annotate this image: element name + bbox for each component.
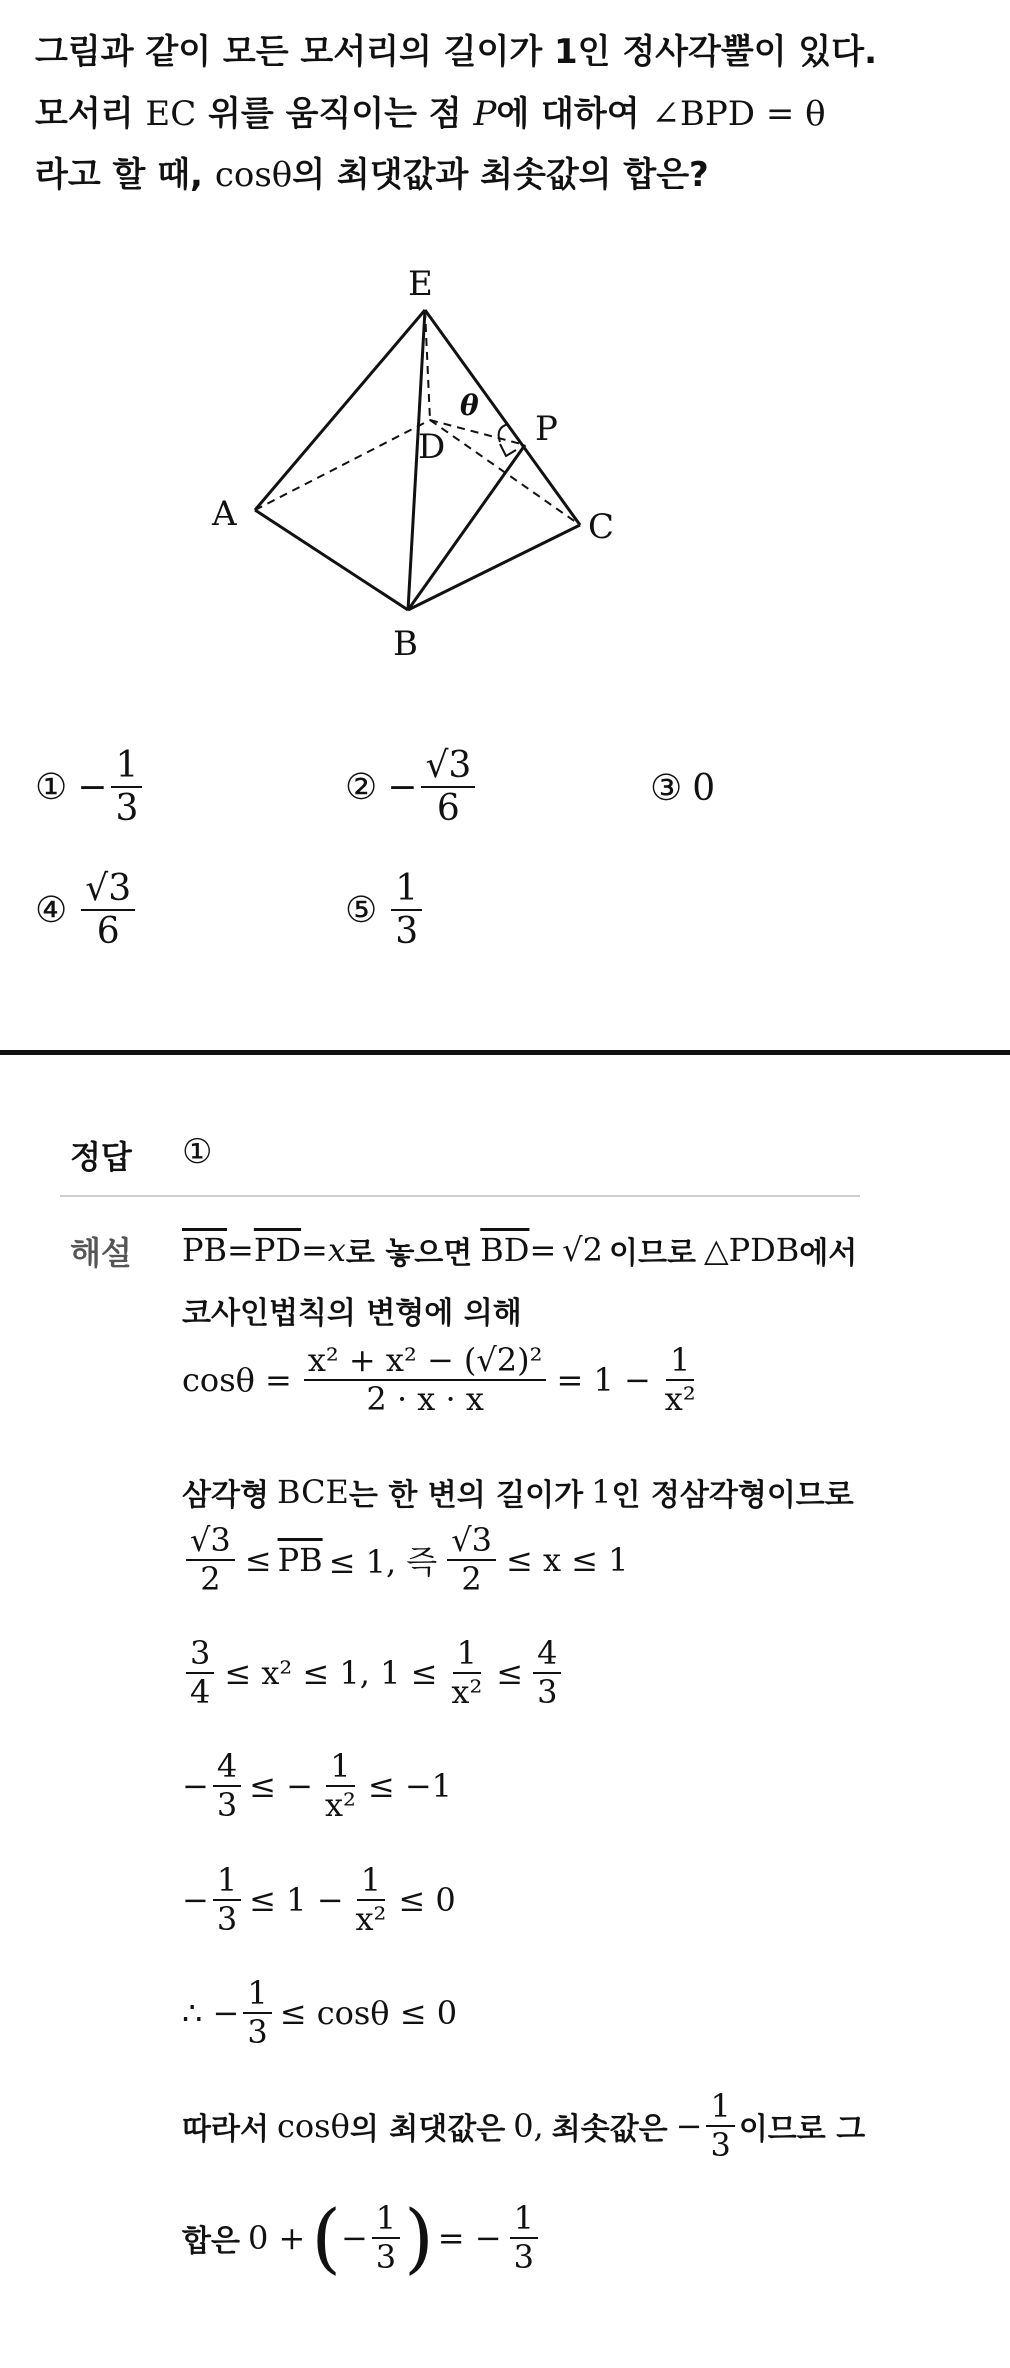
fraction-denominator: 2 — [461, 1559, 482, 1598]
math-expression: ≤ 1, 즉 — [328, 1542, 438, 1581]
math-value: 0, — [513, 2106, 544, 2145]
solution-text: 최솟값은 — [551, 2111, 668, 2147]
solution-line-1 — [182, 1228, 857, 1272]
segment-PD: $\overline{PD}$ — [253, 1231, 302, 1269]
choice-2[interactable] — [345, 745, 479, 830]
solution-text: 의 최댓값은 — [349, 2111, 506, 2147]
math-expression: ≤ − — [249, 1766, 313, 1805]
fraction — [447, 1635, 486, 1711]
edge-BC — [408, 525, 580, 610]
fraction-numerator: 1 — [243, 1975, 271, 2014]
choice-mark: ③ — [650, 768, 683, 809]
math-operator: − — [675, 2106, 703, 2145]
math-operator: = — [227, 1231, 254, 1269]
vertex-label-A: A — [212, 494, 237, 534]
math-operator: − — [182, 1766, 209, 1805]
fraction-denominator: x² — [664, 1379, 696, 1418]
choice-fraction — [391, 868, 422, 953]
fraction — [186, 1635, 214, 1711]
fraction — [372, 2200, 400, 2276]
choice-sign: − — [387, 766, 418, 808]
fraction-numerator: 1 — [391, 868, 422, 911]
choice-fraction — [421, 745, 475, 830]
math-expression: ≤ x² ≤ 1, 1 ≤ — [224, 1653, 438, 1692]
fraction-numerator: √3 — [447, 1522, 496, 1561]
choice-fraction — [111, 745, 142, 830]
question-text: 위를 움직이는 점 — [196, 94, 474, 134]
solution-line-6 — [182, 1635, 565, 1711]
vertex-label-D: D — [418, 427, 446, 467]
fraction-denominator: 3 — [216, 1785, 238, 1824]
segment-BP — [408, 445, 525, 610]
choice-1[interactable] — [35, 745, 146, 830]
vertex-label-B: B — [393, 624, 418, 664]
fraction-denominator: 2 · x · x — [366, 1379, 484, 1418]
math-expression: cosθ = — [182, 1360, 292, 1399]
fraction-numerator: 1 — [326, 1748, 354, 1787]
edge-AD — [255, 420, 430, 510]
solution-label: 해설 — [70, 1234, 132, 1272]
fraction — [304, 1342, 547, 1418]
question-line-1: 그림과 같이 모든 모서리의 길이가 1인 정사각뿔이 있다. — [35, 32, 877, 72]
choice-value: 0 — [692, 768, 716, 809]
fraction — [321, 1748, 360, 1824]
fraction — [661, 1342, 700, 1418]
angle-label-theta: θ — [460, 389, 479, 422]
fraction-denominator: 4 — [190, 1672, 211, 1711]
fraction-denominator: 3 — [513, 2238, 534, 2276]
question-text: 에 대하여 — [496, 94, 652, 134]
fraction-denominator: 3 — [115, 788, 139, 830]
cos-expression: cosθ — [276, 2106, 350, 2145]
fraction-denominator: 3 — [216, 1899, 238, 1938]
question-line-2 — [35, 94, 826, 134]
fraction-numerator: 1 — [510, 2200, 538, 2239]
vertex-label-C: C — [588, 507, 615, 547]
solution-text: 따라서 — [182, 2111, 269, 2147]
solution-line-10 — [182, 2088, 865, 2164]
angle-expression: ∠BPD = θ — [651, 94, 826, 134]
fraction — [533, 1635, 561, 1711]
math-expression: = 1 − — [556, 1360, 651, 1399]
fraction-denominator: 6 — [436, 788, 460, 830]
answer-value: ① — [182, 1132, 213, 1172]
fraction-numerator: 1 — [372, 2200, 400, 2239]
fraction — [213, 1862, 241, 1938]
vertex-label-E: E — [408, 264, 433, 304]
fraction — [706, 2088, 734, 2164]
choice-mark: ④ — [35, 889, 68, 931]
solution-text: 코사인법칙의 변형에 의해 — [182, 1296, 522, 1331]
choice-fraction — [81, 868, 135, 953]
solution-text: 이므로 그 — [738, 2111, 866, 2147]
fraction-numerator: 1 — [453, 1635, 481, 1674]
fraction-denominator: 3 — [395, 911, 419, 953]
fraction-denominator: x² — [324, 1785, 356, 1824]
point-label-P: P — [535, 409, 558, 449]
solution-line-4 — [182, 1470, 854, 1514]
choice-3[interactable] — [650, 768, 715, 809]
variable-x: x — [327, 1231, 346, 1269]
math-operator: − — [182, 1880, 209, 1919]
question-text: 의 최댓값과 최솟값의 합은? — [292, 155, 709, 195]
math-expression: ≤ x ≤ 1 — [505, 1540, 629, 1579]
math-operator: = — [301, 1231, 328, 1269]
fraction-numerator: 1 — [706, 2088, 734, 2127]
solution-line-8 — [182, 1862, 456, 1938]
question-text: 라고 할 때, — [35, 155, 215, 195]
math-operator: = — [529, 1231, 557, 1269]
fraction — [186, 1522, 235, 1598]
fraction-numerator: 4 — [213, 1748, 241, 1787]
solution-text: 로 놓으면 — [345, 1236, 473, 1271]
pyramid-figure — [0, 250, 1010, 690]
fraction-numerator: √3 — [81, 868, 135, 911]
right-angle-marker — [500, 444, 516, 456]
solution-text: 이므로 — [609, 1236, 696, 1271]
answer-label: 정답 — [70, 1138, 132, 1176]
question-text: 모서리 — [35, 94, 146, 134]
solution-line-7 — [182, 1748, 452, 1824]
solution-text: 인 정삼각형이므로 — [611, 1478, 854, 1513]
math-expression: ≤ 0 — [398, 1880, 456, 1919]
triangle-label: BCE — [276, 1473, 349, 1511]
fraction-numerator: √3 — [186, 1522, 235, 1561]
math-expression: ≤ −1 — [367, 1766, 452, 1805]
fraction-denominator: 3 — [247, 2012, 268, 2051]
edge-EA — [255, 310, 425, 510]
fraction-numerator: 1 — [111, 745, 142, 788]
fraction-numerator: 1 — [213, 1862, 241, 1901]
fraction-numerator: x² + x² − (√2)² — [304, 1342, 547, 1381]
sqrt-expression: √2 — [562, 1231, 604, 1269]
math-expression: ≤ cosθ ≤ 0 — [279, 1993, 458, 2032]
cos-expression: cosθ — [214, 155, 293, 195]
math-expression: = − — [437, 2219, 502, 2257]
fraction-denominator: 6 — [96, 911, 120, 953]
choice-mark: ② — [345, 766, 378, 808]
math-operator: ≤ — [244, 1540, 272, 1579]
triangle-label: △PDB — [703, 1231, 800, 1269]
fraction-denominator: x² — [355, 1899, 387, 1938]
fraction-numerator: 3 — [186, 1635, 214, 1674]
choice-5[interactable] — [345, 868, 426, 953]
left-paren: ( — [311, 2193, 341, 2282]
fraction-numerator: √3 — [421, 745, 475, 788]
section-divider — [0, 1050, 1010, 1055]
choice-mark: ① — [35, 766, 68, 808]
fraction-denominator: 3 — [537, 1672, 558, 1711]
solution-text: 합은 — [182, 2224, 240, 2259]
fraction-denominator: x² — [451, 1672, 483, 1711]
math-expression: ≤ 1 − — [249, 1880, 344, 1919]
question-line-3 — [35, 155, 709, 195]
solution-text: 에서 — [799, 1236, 858, 1271]
edge-label: EC — [145, 94, 197, 134]
edge-ED — [425, 310, 430, 420]
fraction-denominator: 3 — [375, 2238, 397, 2276]
fraction — [213, 1748, 241, 1824]
solution-line-3 — [182, 1342, 704, 1418]
math-operator: − — [340, 2219, 368, 2257]
fraction — [352, 1862, 391, 1938]
math-value: 1 — [591, 1473, 612, 1511]
choice-mark: ⑤ — [345, 889, 378, 931]
solution-line-5 — [182, 1522, 629, 1598]
solution-line-9 — [182, 1975, 457, 2051]
math-expression: 0 + — [247, 2219, 306, 2257]
math-operator: ≤ — [496, 1653, 524, 1692]
fraction-denominator: 3 — [710, 2125, 731, 2164]
fraction — [447, 1522, 496, 1598]
fraction-numerator: 4 — [533, 1635, 561, 1674]
edge-AB — [255, 510, 408, 610]
point-label: P — [473, 94, 497, 134]
segment-PB: $\overline{PB}$ — [182, 1231, 228, 1269]
math-expression: ∴ − — [182, 1993, 240, 2032]
right-paren: ) — [404, 2193, 434, 2282]
answer-underline — [60, 1195, 860, 1197]
segment-BD: $\overline{BD}$ — [480, 1231, 530, 1269]
fraction-denominator: 2 — [200, 1559, 221, 1598]
segment-PB: $\overline{PB}$ — [277, 1540, 323, 1579]
fraction-numerator: 1 — [357, 1862, 385, 1901]
choice-4[interactable] — [35, 868, 139, 953]
choice-sign: − — [77, 766, 108, 808]
solution-text: 는 한 변의 길이가 — [348, 1478, 584, 1513]
solution-text: 삼각형 — [182, 1478, 269, 1513]
fraction — [510, 2200, 538, 2276]
solution-line-2 — [182, 1288, 522, 1332]
fraction-numerator: 1 — [666, 1342, 694, 1381]
solution-line-11 — [182, 2193, 542, 2282]
fraction — [243, 1975, 271, 2051]
